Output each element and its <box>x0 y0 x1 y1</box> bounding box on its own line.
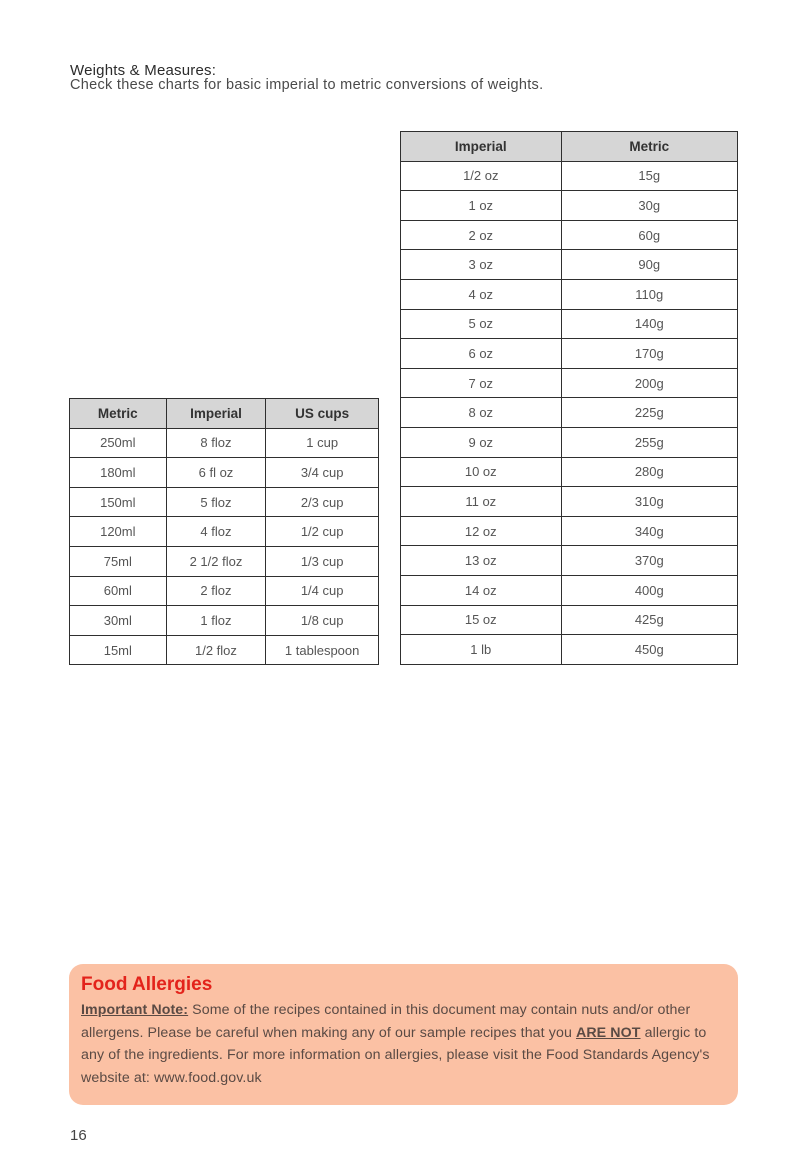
table-row <box>70 635 379 665</box>
table-cell: 2 floz <box>166 576 266 606</box>
table-cell: 7 oz <box>401 368 562 398</box>
table-row <box>401 279 738 309</box>
table-row <box>70 576 379 606</box>
table-header-row <box>70 399 379 429</box>
table-cell: 60g <box>561 220 737 250</box>
table-cell: 200g <box>561 368 737 398</box>
table-row <box>401 339 738 369</box>
table-row <box>401 220 738 250</box>
table-cell: 1 cup <box>266 428 379 458</box>
table-cell: 1 floz <box>166 606 266 636</box>
table-cell: 5 floz <box>166 487 266 517</box>
table-cell: 1/2 floz <box>166 635 266 665</box>
table-cell: 310g <box>561 487 737 517</box>
table-cell: 1/3 cup <box>266 546 379 576</box>
table-row <box>70 487 379 517</box>
table-cell: 12 oz <box>401 516 562 546</box>
table-cell: 170g <box>561 339 737 369</box>
table-cell: 1/8 cup <box>266 606 379 636</box>
table-row <box>401 191 738 221</box>
table-cell: 15g <box>561 161 737 191</box>
allergy-emphasis: ARE NOT <box>575 1024 641 1041</box>
table-row <box>401 398 738 428</box>
table-cell: 3/4 cup <box>266 458 379 488</box>
table-cell: 340g <box>561 516 737 546</box>
table-cell: 30ml <box>70 606 167 636</box>
column-header-imperial: Imperial <box>166 399 266 429</box>
column-header-metric: Metric <box>561 132 737 162</box>
table-row <box>401 605 738 635</box>
table-row <box>401 427 738 457</box>
table-row <box>401 250 738 280</box>
table-cell: 1/2 cup <box>266 517 379 547</box>
table-row <box>70 517 379 547</box>
table-cell: 2 oz <box>401 220 562 250</box>
table-row <box>70 606 379 636</box>
table-row <box>401 635 738 665</box>
page-subheading: Check these charts for basic imperial to metric conversions of weights. <box>70 77 544 93</box>
table-cell: 150ml <box>70 487 167 517</box>
table-row <box>401 309 738 339</box>
table-header-row <box>401 132 738 162</box>
table-cell: 60ml <box>70 576 167 606</box>
table-row <box>401 457 738 487</box>
table-cell: 90g <box>561 250 737 280</box>
table-row <box>70 458 379 488</box>
table-cell: 30g <box>561 191 737 221</box>
table-cell: 5 oz <box>401 309 562 339</box>
table-row <box>70 428 379 458</box>
table-cell: 9 oz <box>401 427 562 457</box>
table-row <box>401 487 738 517</box>
food-allergies-notice <box>69 964 738 1105</box>
table-cell: 13 oz <box>401 546 562 576</box>
important-note-label: Important Note: <box>81 1002 189 1018</box>
table-cell: 450g <box>561 635 737 665</box>
table-cell: 8 oz <box>401 398 562 428</box>
table-cell: 6 fl oz <box>166 458 266 488</box>
table-row <box>401 368 738 398</box>
table-cell: 120ml <box>70 517 167 547</box>
table-cell: 1 oz <box>401 191 562 221</box>
page-heading: Weights & Measures: <box>70 62 217 79</box>
table-cell: 15 oz <box>401 605 562 635</box>
allergy-text-part-1: Some of the recipes contained in this document may contain nuts and/or other allergens. Please be careful when making any of our sample recipes that you <box>81 1002 691 1041</box>
column-header-us-cups: US cups <box>266 399 379 429</box>
table-cell: 1/4 cup <box>266 576 379 606</box>
table-row <box>401 546 738 576</box>
table-cell: 2/3 cup <box>266 487 379 517</box>
table-row <box>401 575 738 605</box>
table-cell: 250ml <box>70 428 167 458</box>
table-cell: 2 1/2 floz <box>166 546 266 576</box>
table-row <box>401 516 738 546</box>
table-cell: 6 oz <box>401 339 562 369</box>
food-allergies-text <box>81 999 726 1089</box>
table-row <box>401 161 738 191</box>
table-cell: 11 oz <box>401 487 562 517</box>
table-cell: 14 oz <box>401 575 562 605</box>
table-cell: 1/2 oz <box>401 161 562 191</box>
table-cell: 370g <box>561 546 737 576</box>
table-cell: 255g <box>561 427 737 457</box>
table-cell: 8 floz <box>166 428 266 458</box>
table-cell: 75ml <box>70 546 167 576</box>
table-cell: 1 lb <box>401 635 562 665</box>
table-row <box>70 546 379 576</box>
allergy-text-part-2: allergic to any of the ingredients. For more information on allergies, please visit the Food Standards Agency's website at: www.food.gov.uk <box>81 1024 710 1086</box>
page-number: 16 <box>70 1127 87 1144</box>
table-cell: 4 floz <box>166 517 266 547</box>
table-cell: 4 oz <box>401 279 562 309</box>
weight-conversion-table <box>400 131 738 665</box>
table-cell: 1 tablespoon <box>266 635 379 665</box>
table-cell: 3 oz <box>401 250 562 280</box>
table-cell: 425g <box>561 605 737 635</box>
table-cell: 225g <box>561 398 737 428</box>
column-header-imperial: Imperial <box>401 132 562 162</box>
column-header-metric: Metric <box>70 399 167 429</box>
table-cell: 180ml <box>70 458 167 488</box>
table-cell: 15ml <box>70 635 167 665</box>
table-cell: 140g <box>561 309 737 339</box>
table-cell: 110g <box>561 279 737 309</box>
table-cell: 280g <box>561 457 737 487</box>
food-allergies-title: Food Allergies <box>81 974 213 995</box>
table-cell: 400g <box>561 575 737 605</box>
volume-conversion-table <box>69 398 379 665</box>
table-cell: 10 oz <box>401 457 562 487</box>
